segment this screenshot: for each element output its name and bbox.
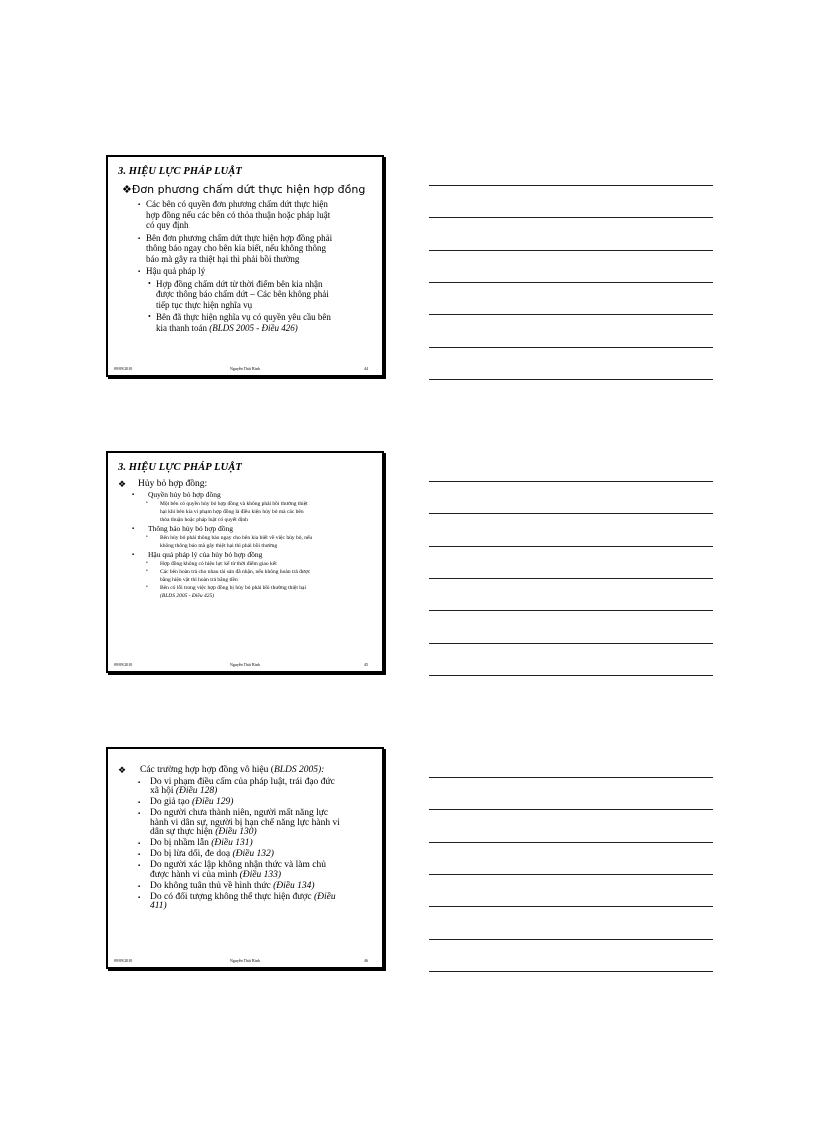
citation-text: 411) — [150, 901, 167, 911]
square-bullet-icon: ▪ — [138, 852, 141, 858]
line-text: Do người xác lập không nhận thức và làm chủ — [150, 860, 326, 870]
citation-text: (Điều 132) — [232, 849, 274, 859]
slide-content — [116, 765, 374, 912]
note-line — [429, 481, 713, 482]
note-line — [429, 643, 713, 644]
note-line — [429, 347, 713, 348]
footer-date: 09/09/2010 — [114, 366, 133, 371]
slide-line — [116, 279, 374, 290]
footer-date: 09/09/2010 — [114, 958, 133, 963]
note-line — [429, 578, 713, 579]
citation-text: (Điều 128) — [175, 786, 218, 796]
line-text: Hợp đồng chấm dứt từ thời điểm bên kia nhận — [156, 278, 323, 289]
line-text: hại khi bên kia vi phạm hợp đồng là điều kiện hủy bỏ mà các bên — [160, 509, 304, 515]
note-line — [429, 282, 713, 283]
note-line — [429, 906, 713, 907]
slide-line — [116, 524, 374, 534]
slide-lines — [116, 478, 374, 600]
slide-line — [116, 289, 374, 300]
line-text: tiếp tục thực hiện nghĩa vụ — [156, 299, 253, 310]
footer-author: Nguyễn Thái Bình — [230, 662, 260, 667]
line-text: Hậu quả pháp lý của hủy bỏ hợp đồng — [148, 550, 263, 559]
note-line — [429, 217, 713, 218]
slide-line — [116, 199, 374, 210]
round-bullet-icon: • — [146, 501, 148, 506]
line-text: Các bên hoàn trả cho nhau tài sản đã nhận, nếu không hoàn trả được — [160, 569, 311, 575]
line-text: Hợp đồng không có hiệu lực kể từ thời điểm giao kết — [160, 561, 277, 567]
slide-line — [116, 871, 374, 881]
slide-line — [116, 243, 374, 254]
slide-45 — [106, 451, 384, 673]
slide-line — [116, 550, 374, 560]
footer-author: Nguyễn Thái Bình — [230, 366, 260, 371]
line-text: Bên đơn phương chấm dứt thực hiện hợp đồng phải — [146, 232, 333, 243]
square-bullet-icon: ▪ — [138, 235, 141, 242]
square-bullet-icon: ▪ — [138, 894, 141, 901]
citation-text: (Điều 130) — [215, 827, 257, 837]
line-text: không thông báo mà gây thiệt hại thì phải bồi thường — [160, 543, 278, 549]
round-bullet-icon: • — [146, 569, 148, 574]
slide-line — [116, 542, 374, 550]
diamond-bullet-icon: ❖ — [118, 765, 127, 775]
square-bullet-icon: ▪ — [132, 492, 135, 498]
round-bullet-icon: • — [148, 278, 151, 288]
slide-content — [116, 478, 374, 600]
citation-text: (BLDS 2005 - Điều 426) — [209, 322, 298, 333]
note-line — [429, 250, 713, 251]
slide-lines — [116, 199, 374, 333]
square-bullet-icon: ▪ — [138, 269, 141, 275]
slide-line — [116, 490, 374, 500]
line-text: Do người chưa thành niên, người mất năng lực — [150, 808, 329, 818]
citation-text: (Điều 134) — [273, 880, 315, 891]
note-line — [429, 777, 713, 778]
footer-page-number: 46 — [364, 958, 368, 963]
line-text: hợp đồng nếu các bên có thỏa thuận hoặc pháp luật — [146, 209, 331, 220]
slide-line — [116, 584, 374, 592]
line-text: thông báo ngay cho bên kia biết, nếu không thông — [146, 243, 326, 253]
footer-page-number: 45 — [364, 662, 368, 667]
notes-area — [429, 0, 713, 1123]
slide-line — [116, 902, 374, 912]
line-text: Do bị nhầm lẫn — [150, 838, 212, 848]
line-text: báo mà gây ra thiệt hại thì phải bồi thường — [146, 253, 300, 264]
slide-line — [116, 576, 374, 584]
square-bullet-icon: ▪ — [138, 202, 141, 208]
line-text: Thông báo hủy bỏ hợp đồng — [148, 524, 234, 533]
line-text: Bên có lỗi trong việc hợp đồng bị hủy bỏ phải bồi thường thiệt hại — [160, 585, 306, 591]
note-line — [429, 513, 713, 514]
slide-line — [116, 300, 374, 311]
citation-text: (Điều — [314, 891, 336, 902]
slide-line — [116, 508, 374, 516]
square-bullet-icon: ▪ — [138, 811, 141, 817]
line-text: Bên đã thực hiện nghĩa vụ có quyền yêu cầu bên — [156, 312, 331, 322]
slide-line — [116, 560, 374, 568]
line-text: Bên hủy bỏ phải thông báo ngay cho bên kia biết về việc hủy bỏ, nếu — [160, 535, 313, 541]
line-text: thỏa thuận hoặc pháp luật có quyết định — [160, 517, 248, 523]
round-bullet-icon: • — [146, 585, 148, 590]
line-text: Các trường hợp hợp đồng vô hiệu ( — [140, 765, 274, 775]
slide-content — [116, 183, 374, 333]
slide-line — [116, 592, 374, 600]
square-bullet-icon: ▪ — [138, 800, 141, 806]
round-bullet-icon: • — [146, 561, 148, 566]
line-text: Do không tuân thủ về hình thức — [150, 880, 274, 891]
line-text: Một bên có quyền hủy bỏ hợp đồng và không phải bồi thường thiệt — [160, 501, 308, 507]
note-line — [429, 971, 713, 972]
slide-line — [116, 323, 374, 334]
line-text: Do giả tạo — [150, 797, 192, 807]
line-text: bằng hiện vật thì hoàn trả bằng tiền — [160, 577, 238, 583]
line-text: được hành vi của mình — [150, 869, 240, 880]
note-line — [429, 610, 713, 611]
slide-46 — [106, 747, 384, 969]
note-line — [429, 809, 713, 810]
round-bullet-icon: • — [148, 312, 151, 321]
slide-line — [116, 210, 374, 221]
slide-title: 3. HIỆU LỰC PHÁP LUẬT — [118, 166, 242, 177]
citation-text: (Điều 131) — [211, 838, 253, 848]
slide-line — [116, 233, 374, 244]
square-bullet-icon: ▪ — [132, 526, 135, 532]
slide-line — [116, 534, 374, 542]
slide-line — [116, 839, 374, 849]
slide-44 — [106, 155, 384, 377]
slide-line — [116, 765, 374, 776]
line-text: có quy định — [146, 220, 189, 230]
square-bullet-icon: ▪ — [138, 863, 141, 869]
note-line — [429, 185, 713, 186]
line-text: kia thanh toán — [156, 322, 210, 333]
footer-page-number: 44 — [364, 366, 368, 371]
line-text: Do vi phạm điều cấm của pháp luật, trái đạo đức — [150, 776, 335, 787]
square-bullet-icon: ▪ — [132, 552, 135, 558]
slide-line — [116, 254, 374, 265]
square-bullet-icon: ▪ — [138, 841, 141, 847]
slide-line — [116, 850, 374, 860]
note-line — [429, 546, 713, 547]
slide-line — [116, 478, 374, 490]
slide-heading: ❖Đơn phương chấm dứt thực hiện hợp đồng — [122, 183, 366, 196]
slide-line — [116, 568, 374, 576]
line-text: Hậu quả pháp lý — [146, 266, 206, 276]
slide-line — [116, 266, 374, 277]
line-text: Do có đối tượng không thể thực hiện được — [150, 891, 315, 902]
citation-text: (BLDS 2005 - Điều 425) — [160, 593, 215, 599]
note-line — [429, 675, 713, 676]
footer-author: Nguyễn Thái Bình — [230, 958, 260, 963]
slide-title: 3. HIỆU LỰC PHÁP LUẬT — [118, 462, 242, 473]
square-bullet-icon: ▪ — [138, 883, 141, 890]
line-text: xã hội — [150, 786, 176, 796]
slide-lines — [116, 765, 374, 912]
line-text: Các bên có quyền đơn phương chấm dứt thực hiện — [146, 199, 328, 209]
slide-line — [116, 798, 374, 808]
diamond-bullet-icon: ❖ — [118, 479, 127, 489]
line-text: hành vi dân sự, người bị hạn chế năng lực hành vi — [150, 817, 340, 828]
round-bullet-icon: • — [146, 535, 148, 540]
citation-text: BLDS 2005): — [273, 765, 325, 775]
line-text: Do bị lừa dối, đe doạ — [150, 849, 233, 859]
slide-line — [116, 312, 374, 323]
line-text: dân sự thực hiện — [150, 827, 216, 837]
slide-line — [116, 220, 374, 231]
citation-text: (Điều 133) — [239, 869, 282, 880]
note-line — [429, 874, 713, 875]
slide-line — [116, 787, 374, 797]
line-text: Hủy bỏ hợp đồng: — [138, 479, 208, 489]
note-line — [429, 842, 713, 843]
slide-line — [116, 828, 374, 838]
note-line — [429, 939, 713, 940]
line-text: được thông báo chấm dứt – Các bên không phải — [156, 289, 329, 299]
line-text: Quyền hủy bỏ hợp đồng — [148, 490, 221, 499]
square-bullet-icon: ▪ — [138, 779, 141, 786]
citation-text: (Điều 129) — [191, 797, 234, 807]
slide-line — [116, 882, 374, 892]
footer-date: 09/09/2010 — [114, 662, 133, 667]
slide-line — [116, 516, 374, 524]
note-line — [429, 314, 713, 315]
note-line — [429, 379, 713, 380]
slide-line — [116, 500, 374, 508]
